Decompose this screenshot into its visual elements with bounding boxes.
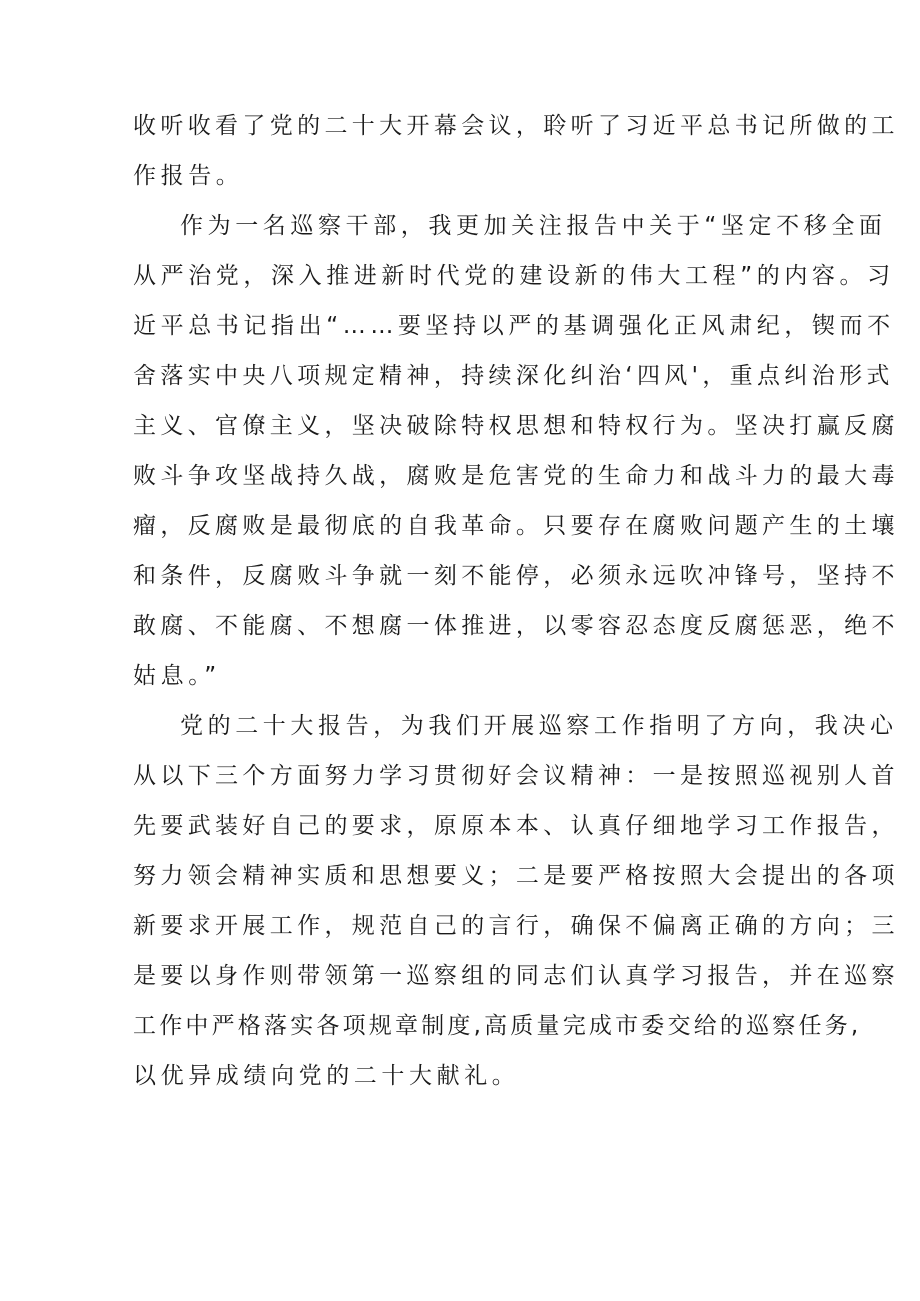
text-line: 舍落实中央八项规定精神，持续深化纠治‘四风'，重点纠治形式	[133, 363, 894, 389]
text-line: 是要以身作则带领第一巡察组的同志们认真学习报告，并在巡察	[133, 963, 899, 989]
text-line: 先要武装好自己的要求，原原本本、认真仔细地学习工作报告，	[133, 813, 899, 839]
text-line: 作报告。	[133, 163, 244, 189]
text-line: 敢腐、不能腐、不想腐一体推进，以零容忍态度反腐惩恶，绝不	[133, 613, 899, 639]
text-line: 主义、官僚主义，坚决破除特权思想和特权行为。坚决打赢反腐	[133, 413, 899, 439]
text-line: 以优异成绩向党的二十大献礼。	[133, 1063, 520, 1089]
text-line: 瘤，反腐败是最彻底的自我革命。只要存在腐败问题产生的土壤	[133, 513, 899, 539]
paragraph-first-line: 党的二十大报告，为我们开展巡察工作指明了方向，我决心	[180, 713, 898, 739]
text-line: 败斗争攻坚战持久战，腐败是危害党的生命力和战斗力的最大毒	[133, 463, 899, 489]
text-line: 努力领会精神实质和思想要义；二是要严格按照大会提出的各项	[133, 863, 899, 889]
text-line: 和条件，反腐败斗争就一刻不能停，必须永远吹冲锋号，坚持不	[133, 563, 899, 589]
paragraph-first-line: 作为一名巡察干部，我更加关注报告中关于“坚定不移全面	[180, 213, 887, 239]
text-line: 收听收看了党的二十大开幕会议，聆听了习近平总书记所做的工	[133, 113, 899, 139]
text-line: 新要求开展工作，规范自己的言行，确保不偏离正确的方向；三	[133, 913, 899, 939]
text-line: 近平总书记指出“……要坚持以严的基调强化正风肃纪，锲而不	[133, 313, 895, 339]
text-line: 从严治党，深入推进新时代党的建设新的伟大工程”的内容。习	[133, 263, 895, 289]
text-line: 姑息。”	[133, 663, 221, 689]
text-line: 工作中严格落实各项规章制度,高质量完成市委交给的巡察任务,	[133, 1013, 862, 1039]
text-line: 从以下三个方面努力学习贯彻好会议精神：一是按照巡视别人首	[133, 763, 899, 789]
